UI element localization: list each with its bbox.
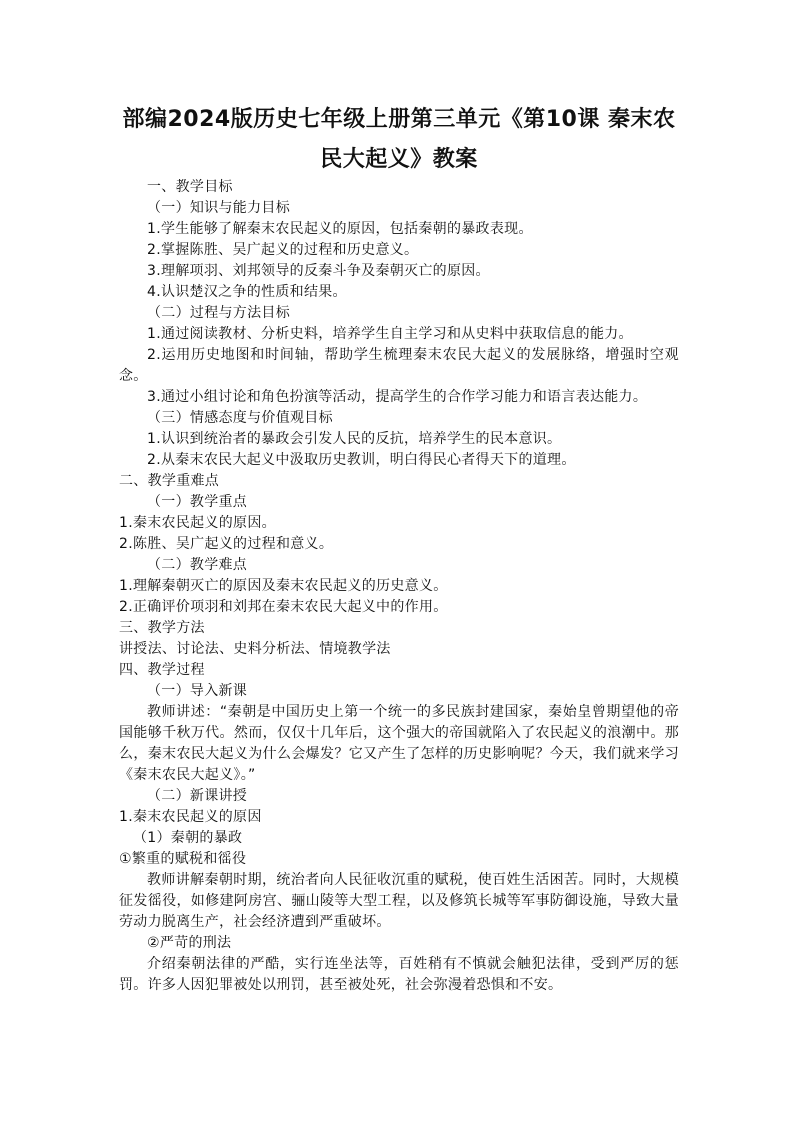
document-paragraph: 1.理解秦朝灭亡的原因及秦末农民起义的历史意义。 (119, 578, 448, 594)
document-paragraph: 1.学生能够了解秦末农民起义的原因，包括秦朝的暴政表现。 (147, 221, 533, 237)
document-paragraph: 2.运用历史地图和时间轴，帮助学生梳理秦末农民大起义的发展脉络，增强时空观念。 (119, 347, 679, 384)
document-paragraph: 2.从秦末农民大起义中汲取历史教训，明白得民心者得天下的道理。 (147, 452, 576, 468)
document-title: 部编2024版历史七年级上册第三单元《第10课 秦末农民大起义》教案 (122, 107, 676, 172)
document-paragraph: 2.正确评价项羽和刘邦在秦末农民大起义中的作用。 (119, 599, 448, 615)
document-paragraph: 2.陈胜、吴广起义的过程和意义。 (119, 536, 334, 552)
document-paragraph: （1）秦朝的暴政 (133, 830, 243, 846)
document-paragraph: 3.通过小组讨论和角色扮演等活动，提高学生的合作学习能力和语言表达能力。 (147, 389, 648, 405)
document-paragraph: 教师讲述：“秦朝是中国历史上第一个统一的多民族封建国家，秦始皇曾期望他的帝国能够千秋万代。然而，仅仅十几年后，这个强大的帝国就陷入了农民起义的浪潮中。那么，秦末农民大起义为什么会爆发？它又产生了怎样的历史影响呢？今天，我们就来学习《秦末农民大起义》。” (119, 704, 679, 783)
document-paragraph: 讲授法、讨论法、史料分析法、情境教学法 (119, 641, 391, 657)
document-paragraph: （一）教学重点 (147, 494, 248, 510)
document-paragraph: （二）新课讲授 (147, 788, 248, 804)
document-paragraph: 2.掌握陈胜、吴广起义的过程和历史意义。 (147, 242, 419, 258)
document-paragraph: 3.理解项羽、刘邦领导的反秦斗争及秦朝灭亡的原因。 (147, 263, 490, 279)
document-paragraph: 教师讲解秦朝时期，统治者向人民征收沉重的赋税，使百姓生活困苦。同时，大规模征发徭役，如修建阿房宫、骊山陵等大型工程，以及修筑长城等军事防御设施，导致大量劳动力脱离生产，社会经济遭到严重破坏。 (119, 872, 679, 930)
document-paragraph: 1.秦末农民起义的原因 (119, 809, 262, 825)
document-paragraph: 4.认识楚汉之争的性质和结果。 (147, 284, 347, 300)
document-paragraph: ①繁重的赋税和徭役 (119, 851, 247, 867)
document-paragraph: （二）过程与方法目标 (147, 305, 290, 321)
document-paragraph: 1.秦末农民起义的原因。 (119, 515, 276, 531)
document-paragraph: 一、教学目标 (147, 179, 233, 195)
document-paragraph: 三、教学方法 (119, 620, 205, 636)
document-paragraph: 四、教学过程 (119, 662, 205, 678)
document-body (119, 177, 679, 996)
document-paragraph: 介绍秦朝法律的严酷，实行连坐法等，百姓稍有不慎就会触犯法律，受到严厉的惩罚。许多人因犯罪被处以刑罚，甚至被处死，社会弥漫着恐惧和不安。 (119, 956, 679, 993)
document-paragraph: （一）知识与能力目标 (147, 200, 290, 216)
document-paragraph: ②严苛的刑法 (147, 935, 232, 951)
document-paragraph: （二）教学难点 (147, 557, 248, 573)
document-paragraph: 1.认识到统治者的暴政会引发人民的反抗，培养学生的民本意识。 (147, 431, 562, 447)
document-paragraph: （三）情感态度与价值观目标 (147, 410, 333, 426)
document-paragraph: 1.通过阅读教材、分析史料，培养学生自主学习和从史料中获取信息的能力。 (147, 326, 633, 342)
document-paragraph: （一）导入新课 (147, 683, 248, 699)
document-paragraph: 二、教学重难点 (119, 473, 220, 489)
document-page (119, 100, 679, 996)
